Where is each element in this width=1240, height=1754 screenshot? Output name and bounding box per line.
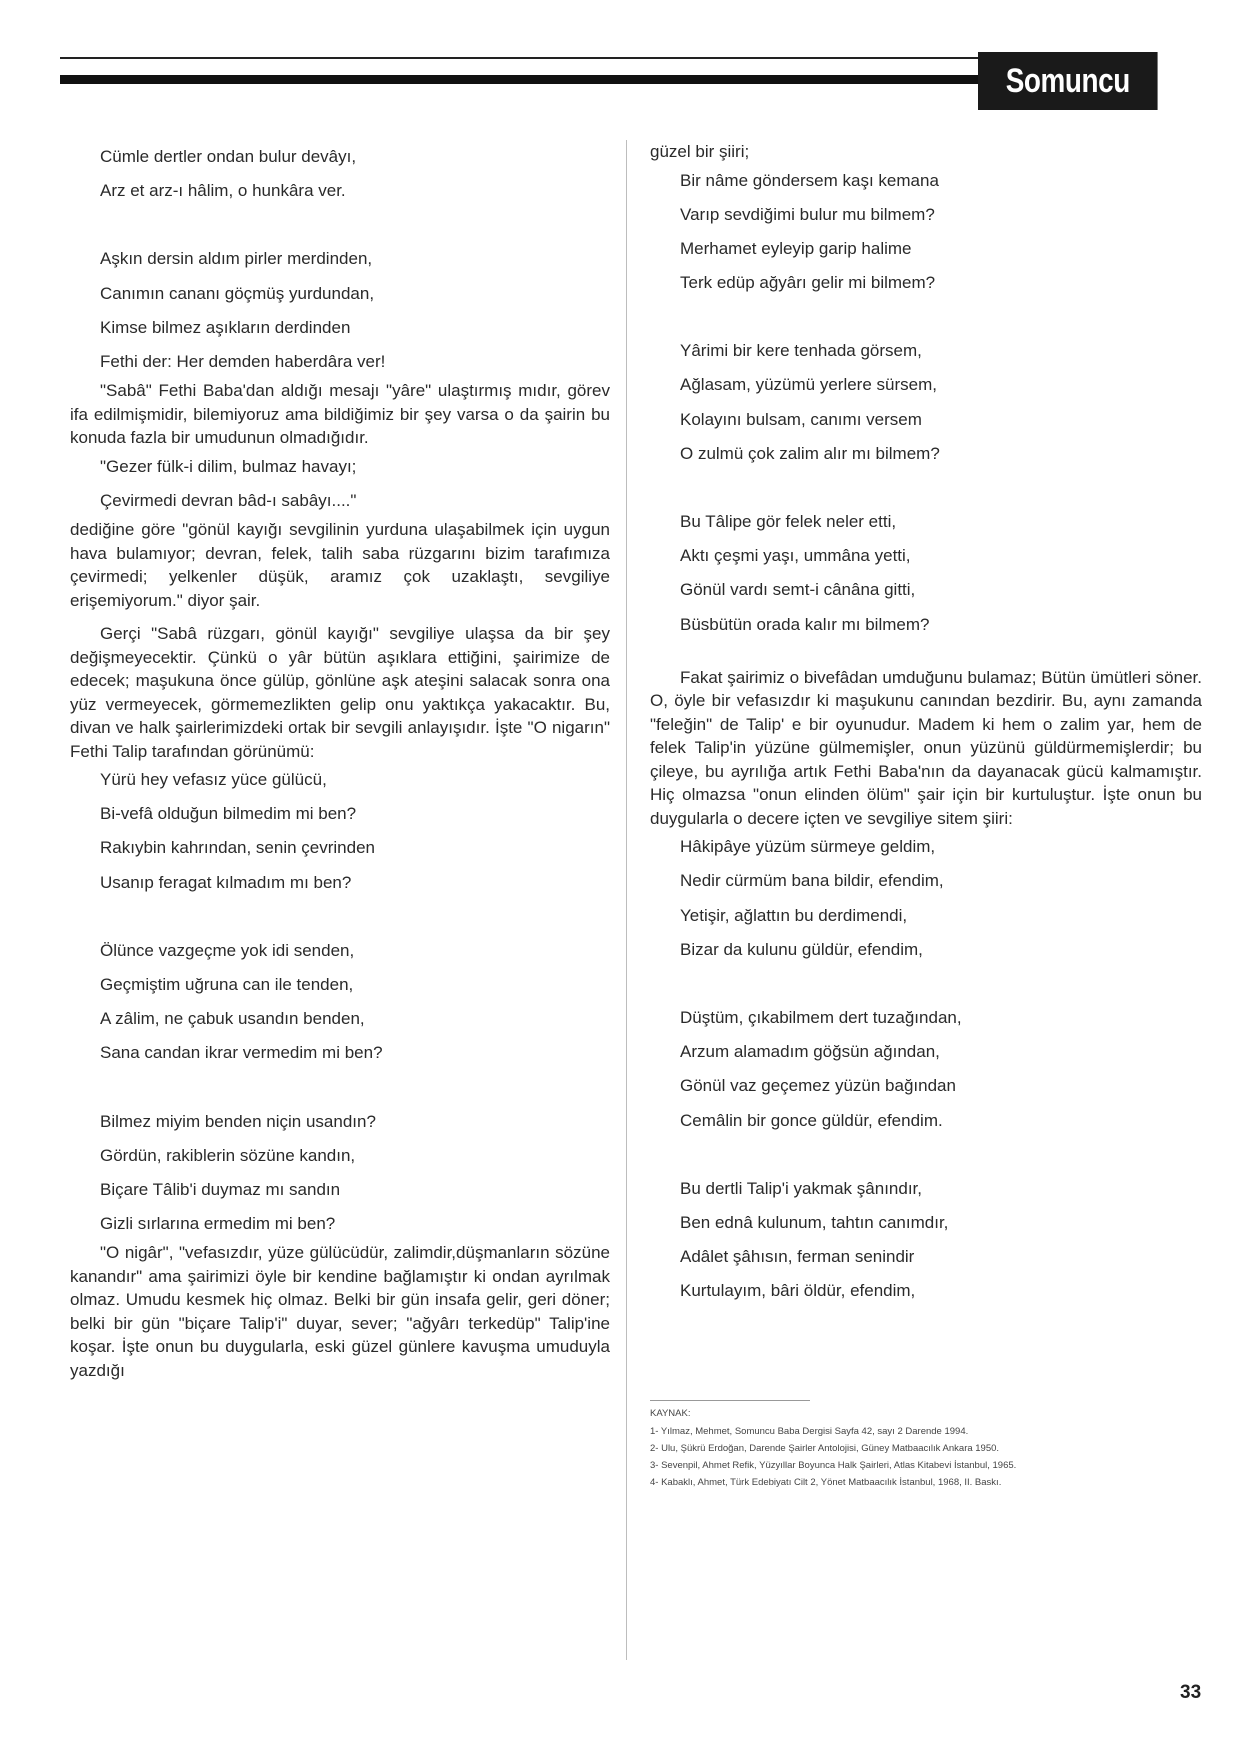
- verse-line: Rakıybin kahrından, senin çevrinden: [100, 838, 375, 858]
- verse-line: Sana candan ikrar vermedim mi ben?: [100, 1043, 383, 1063]
- quote-gezer: [70, 450, 610, 518]
- column-divider: [626, 140, 627, 1660]
- verse-line: Aktı çeşmi yaşı, ummâna yetti,: [680, 546, 911, 566]
- verse-line: Bu Tâlipe gör felek neler etti,: [680, 512, 897, 531]
- left-column: [70, 140, 610, 1382]
- source-item: 4- Kabaklı, Ahmet, Türk Edebiyatı Cilt 2, Yönet Matbaacılık İstanbul, 1968, II. Baskı.: [650, 1477, 1002, 1488]
- paragraph-lead: güzel bir şiiri;: [650, 142, 750, 161]
- magazine-brand-badge: Somuncu Baba: [978, 52, 1158, 110]
- verse-yuru-1: [70, 763, 610, 900]
- verse-line: Kurtulayım, bâri öldür, efendim,: [680, 1281, 916, 1301]
- verse-ask: [70, 242, 610, 379]
- verse-line: Geçmiştim uğruna can ile tenden,: [100, 974, 354, 994]
- source-item: 2- Ulu, Şükrü Erdoğan, Darende Şairler Antolojisi, Güney Matbaacılık Ankara 1950.: [650, 1443, 1000, 1454]
- verse-yuru-2: [70, 934, 610, 1071]
- verse-line: Yârimi bir kere tenhada görsem,: [680, 341, 922, 361]
- verse-line: Terk edüp ağyârı gelir mi bilmem?: [680, 273, 936, 293]
- verse-name-1: [650, 164, 1202, 301]
- verse-line: Ben ednâ kulunum, tahtın canımdır,: [680, 1212, 949, 1232]
- verse-line: Bizar da kulunu güldür, efendim,: [680, 939, 923, 959]
- verse-line: Cemâlin bir gonce güldür, efendim.: [680, 1110, 943, 1130]
- quote-line: Çevirmedi devran bâd-ı sabâyı....": [100, 490, 357, 510]
- right-column: [650, 140, 1202, 1309]
- verse-line: Gizli sırlarına ermedim mi ben?: [100, 1214, 336, 1234]
- verse-line: Biçare Tâlib'i duymaz mı sandın: [100, 1179, 341, 1199]
- verse-hakip-2: [650, 1001, 1202, 1138]
- quote-line: "Gezer fülk-i dilim, bulmaz havayı;: [100, 456, 357, 476]
- verse-hakip-3: [650, 1172, 1202, 1309]
- sources-section: [650, 1400, 1202, 1493]
- verse-line: Bu dertli Talip'i yakmak şânındır,: [680, 1178, 922, 1198]
- verse-line: Yetişir, ağlattın bu derdimendi,: [680, 905, 908, 925]
- paragraph-gerci: Gerçi "Sabâ rüzgarı, gönül kayığı" sevgiliye ulaşsa da bir şey değişmeyecektir. Çünkü o yâr bütün aşıklara ettiğini, şairimize de edecek; maşukuna önce gülüp, gönlüne aşk ateşini salacak sonra ona yüz vermeyecek, görmemezlikten gelip onu yaktıkça yakacaktır. Bu, divan ve halk şairlerimizdeki ortak bir sevgili anlayışıdır. İşte "O nigarın" Fethi Talip tarafından görünümü:: [70, 624, 610, 761]
- verse-line: Cümle dertler ondan bulur devâyı,: [100, 147, 357, 166]
- verse-hakip-1: [650, 830, 1202, 967]
- verse-line: Ölünce vazgeçme yok idi senden,: [100, 940, 355, 960]
- verse-line: Canımın cananı göçmüş yurdundan,: [100, 283, 375, 303]
- verse-yuru-3: [70, 1105, 610, 1242]
- sources-heading: KAYNAK:: [650, 1400, 810, 1421]
- source-item: 3- Sevenpil, Ahmet Refik, Yüzyıllar Boyunca Halk Şairleri, Atlas Kitabevi İstanbul, 1965.: [650, 1460, 1017, 1471]
- verse-line: Yürü hey vefasız yüce gülücü,: [100, 770, 327, 789]
- verse-line: Adâlet şâhısın, ferman senindir: [680, 1247, 915, 1267]
- verse-name-2: [650, 334, 1202, 471]
- verse-line: Merhamet eyleyip garip halime: [680, 238, 912, 258]
- verse-line: Bi-vefâ olduğun bilmedim mi ben?: [100, 804, 357, 824]
- paragraph-nigar: "O nigâr", "vefasızdır, yüze gülücüdür, zalimdir,düşmanların sözüne kanandır" ama şairimizi öyle bir kendine bağlamıştır ki ondan ayrılmak olmaz. Umudu kesmek hiç olmaz. Belki bir gün insafa gelir, geri döner; belki bir gün "biçare Talip'i" duyar, sever; "ağyârı terkedüp" Talip'ine koşar. İşte onun bu duygularla, eski güzel günlere kavuşma umuduyla yazdığı: [70, 1243, 610, 1380]
- paragraph-fakat: Fakat şairimiz o bivefâdan umduğunu bulamaz; Bütün ümütleri söner. O, öyle bir vefasızdır ki maşukunu canından bezdirir. Bu, aynı zamanda "feleğin" de Talip' e bir oyunudur. Madem ki hem o zalim yar, hem de felek Talip'in yüzüne gülmemişler, onun yüzünü güldürmemişlerdir; bu çileye, bu ayrılığa artık Fethi Baba'nın da dayanacak gücü kalmamıştır. Hiç olmazsa "onun elinden ölüm" şair için bir kurtuluştur. İşte onun bu duygularla o decere içten ve sevgiliye sitem şiiri:: [650, 667, 1202, 828]
- verse-line: Bilmez miyim benden niçin usandın?: [100, 1111, 376, 1131]
- verse-line: Varıp sevdiğimi bulur mu bilmem?: [680, 204, 935, 224]
- paragraph-saba: "Sabâ" Fethi Baba'dan aldığı mesajı "yâre" ulaştırmış mıdır, görev ifa edilmişmidir, bilemiyoruz ama bildiğimiz bir şey varsa o da şairin bu konuda fazla bir umudunun olmadığıdır.: [70, 381, 610, 448]
- verse-line: Arz et arz-ı hâlim, o hunkâra ver.: [100, 181, 346, 201]
- page-number: 33: [1180, 1682, 1202, 1703]
- header-rule-thin: [60, 57, 1060, 59]
- verse-line: Bir nâme göndersem kaşı kemana: [680, 170, 939, 190]
- verse-line: Kimse bilmez aşıkların derdinden: [100, 317, 351, 337]
- verse-line: Ağlasam, yüzümü yerlere sürsem,: [680, 375, 937, 395]
- verse-line: Usanıp feragat kılmadım mı ben?: [100, 872, 352, 892]
- verse-name-3: [650, 505, 1202, 642]
- verse-line: Gönül vardı semt-i cânâna gitti,: [680, 580, 916, 600]
- verse-line: O zulmü çok zalim alır mı bilmem?: [680, 443, 940, 463]
- verse-line: Gördün, rakiblerin sözüne kandın,: [100, 1145, 356, 1165]
- verse-line: Arzum alamadım göğsün ağından,: [680, 1042, 940, 1062]
- header-rule-thick: [60, 75, 990, 84]
- verse-line: Düştüm, çıkabilmem dert tuzağından,: [680, 1008, 962, 1027]
- verse-line: Fethi der: Her demden haberdâra ver!: [100, 351, 386, 371]
- verse-line: Gönül vaz geçemez yüzün bağından: [680, 1076, 956, 1096]
- verse-line: Büsbütün orada kalır mı bilmem?: [680, 614, 930, 634]
- source-item: 1- Yılmaz, Mehmet, Somuncu Baba Dergisi Sayfa 42, sayı 2 Darende 1994.: [650, 1426, 969, 1437]
- paragraph-dedigine: dediğine göre "gönül kayığı sevgilinin yurduna ulaşabilmek için uygun hava bulamıyor; devran, felek, talih saba rüzgarını bizim tarafımıza çevirmedi; yelkenler düşük, aramız çok uzaklaştı, sevgiliye erişemiyorum." diyor şair.: [70, 520, 610, 610]
- verse-line: A zâlim, ne çabuk usandın benden,: [100, 1009, 365, 1029]
- verse-line: Kolayını bulsam, canımı versem: [680, 409, 922, 429]
- verse-line: Nedir cürmüm bana bildir, efendim,: [680, 871, 944, 891]
- verse-line: Hâkipâye yüzüm sürmeye geldim,: [680, 837, 936, 857]
- verse-line: Aşkın dersin aldım pirler merdinden,: [100, 249, 373, 269]
- verse-intro: [70, 140, 610, 208]
